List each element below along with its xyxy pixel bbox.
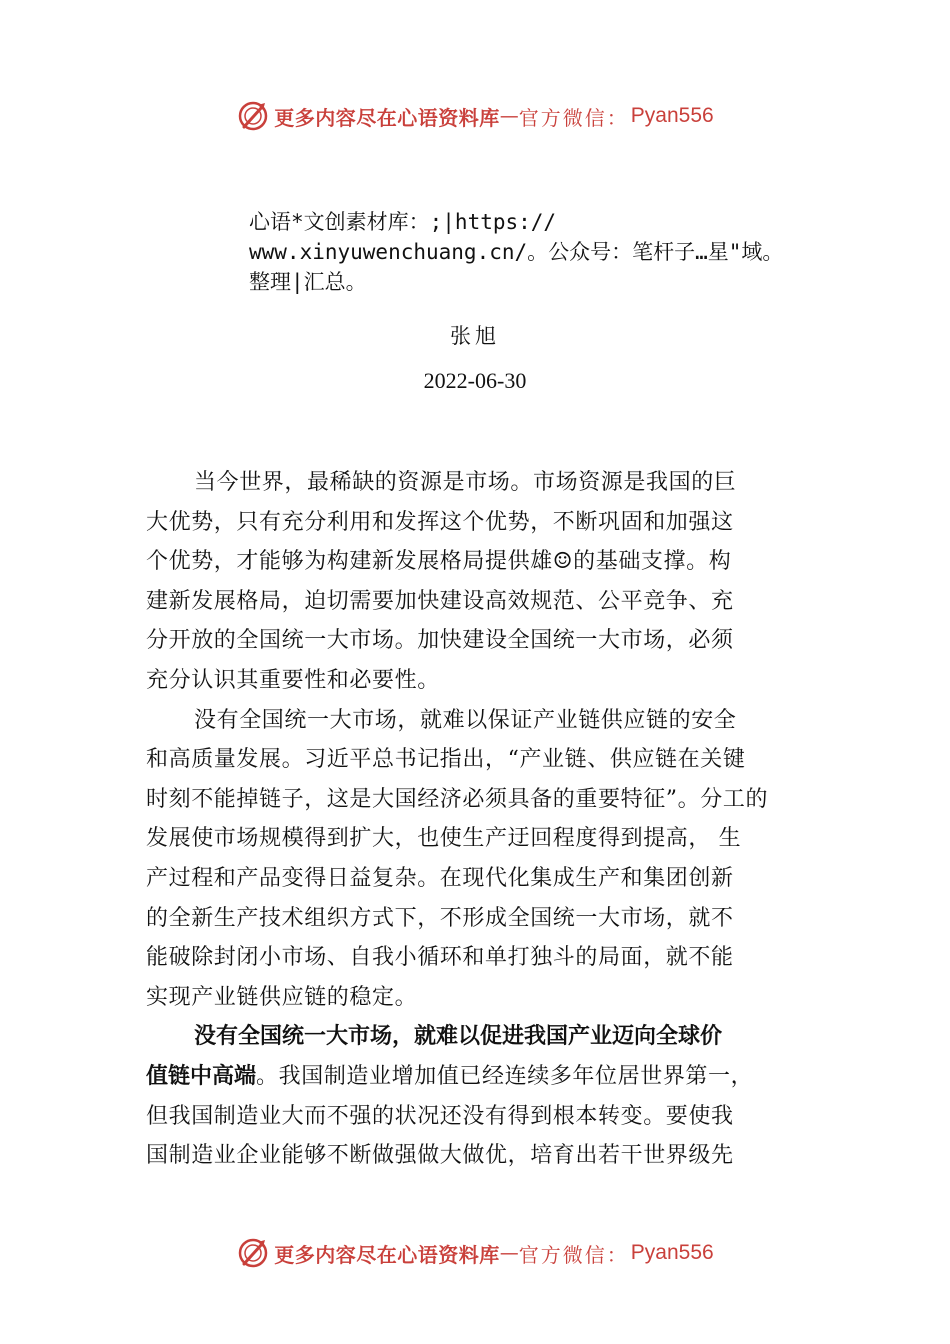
article-line	[146, 1057, 808, 1097]
source-note-line: 整理|汇总。	[249, 270, 367, 294]
banner-slogan: 更多内容尽在心语资料库	[274, 1242, 500, 1267]
article-line-text: 。我国制造业增加值已经连续多年位居世界第一，	[256, 1063, 754, 1089]
publish-date: 2022-06-30	[423, 368, 527, 393]
footer-banner	[0, 1233, 950, 1273]
banner-wechat-label: 官方微信：	[518, 105, 629, 130]
article-line: 当今世界，最稀缺的资源是市场。市场资源是我国的巨	[194, 470, 737, 495]
article-line: 能破除封闭小市场、自我小循环和单打独斗的局面，就不能	[146, 945, 734, 971]
seal-logo-icon	[236, 99, 270, 133]
article-line: 大优势，只有充分利用和发挥这个优势，不断巩固和加强这	[146, 509, 734, 535]
article-body	[146, 463, 808, 1176]
article-line: 但我国制造业大而不强的状况还没有得到根本转变。要使我	[146, 1103, 734, 1129]
seal-logo-icon	[236, 1236, 270, 1270]
article-line: 时刻不能掉链子，这是大国经济必须具备的重要特征”。分工的	[146, 786, 769, 812]
banner-wechat-label: 官方微信：	[518, 1242, 629, 1267]
source-note	[249, 207, 889, 297]
article-line: 没有全国统一大市场，就难以保证产业链供应链的安全	[194, 707, 737, 733]
article-line: 分开放的全国统一大市场。加快建设全国统一大市场，必须	[146, 628, 734, 654]
article-heading-fragment: 值链中高端	[146, 1063, 257, 1089]
banner-slogan: 更多内容尽在心语资料库	[274, 105, 500, 130]
banner-wechat-id: Pyan556	[630, 104, 714, 127]
article-line: 产过程和产品变得日益复杂。在现代化集成生产和集团创新	[146, 865, 734, 891]
article-heading-line: 没有全国统一大市场，就难以促进我国产业迈向全球价	[194, 1024, 723, 1050]
header-banner	[0, 96, 950, 136]
source-note-line: www.xinyuwenchuang.cn/。公众号：笔杆子…星"域。	[249, 240, 784, 264]
article-line: 个优势，才能够为构建新发展格局提供雄☺的基础支撑。构	[146, 549, 732, 575]
article-line: 的全新生产技术组织方式下，不形成全国统一大市场，就不	[146, 905, 734, 931]
banner-dash: —	[499, 1242, 519, 1264]
author-name: 张旭	[450, 324, 500, 348]
article-line: 国制造业企业能够不断做强做大做优，培育出若干世界级先	[146, 1143, 734, 1169]
banner-wechat-id: Pyan556	[630, 1241, 714, 1264]
source-note-line: 心语*文创素材库：;|https://	[249, 210, 557, 234]
article-line: 建新发展格局，迫切需要加快建设高效规范、公平竞争、充	[146, 588, 734, 614]
article-line: 充分认识其重要性和必要性。	[146, 667, 440, 693]
banner-dash: —	[499, 105, 519, 127]
article-line: 发展使市场规模得到扩大，也使生产迂回程度得到提高， 生	[146, 826, 742, 852]
article-line: 和高质量发展。习近平总书记指出，“产业链、供应链在关键	[146, 747, 746, 773]
article-line: 实现产业链供应链的稳定。	[146, 984, 418, 1010]
